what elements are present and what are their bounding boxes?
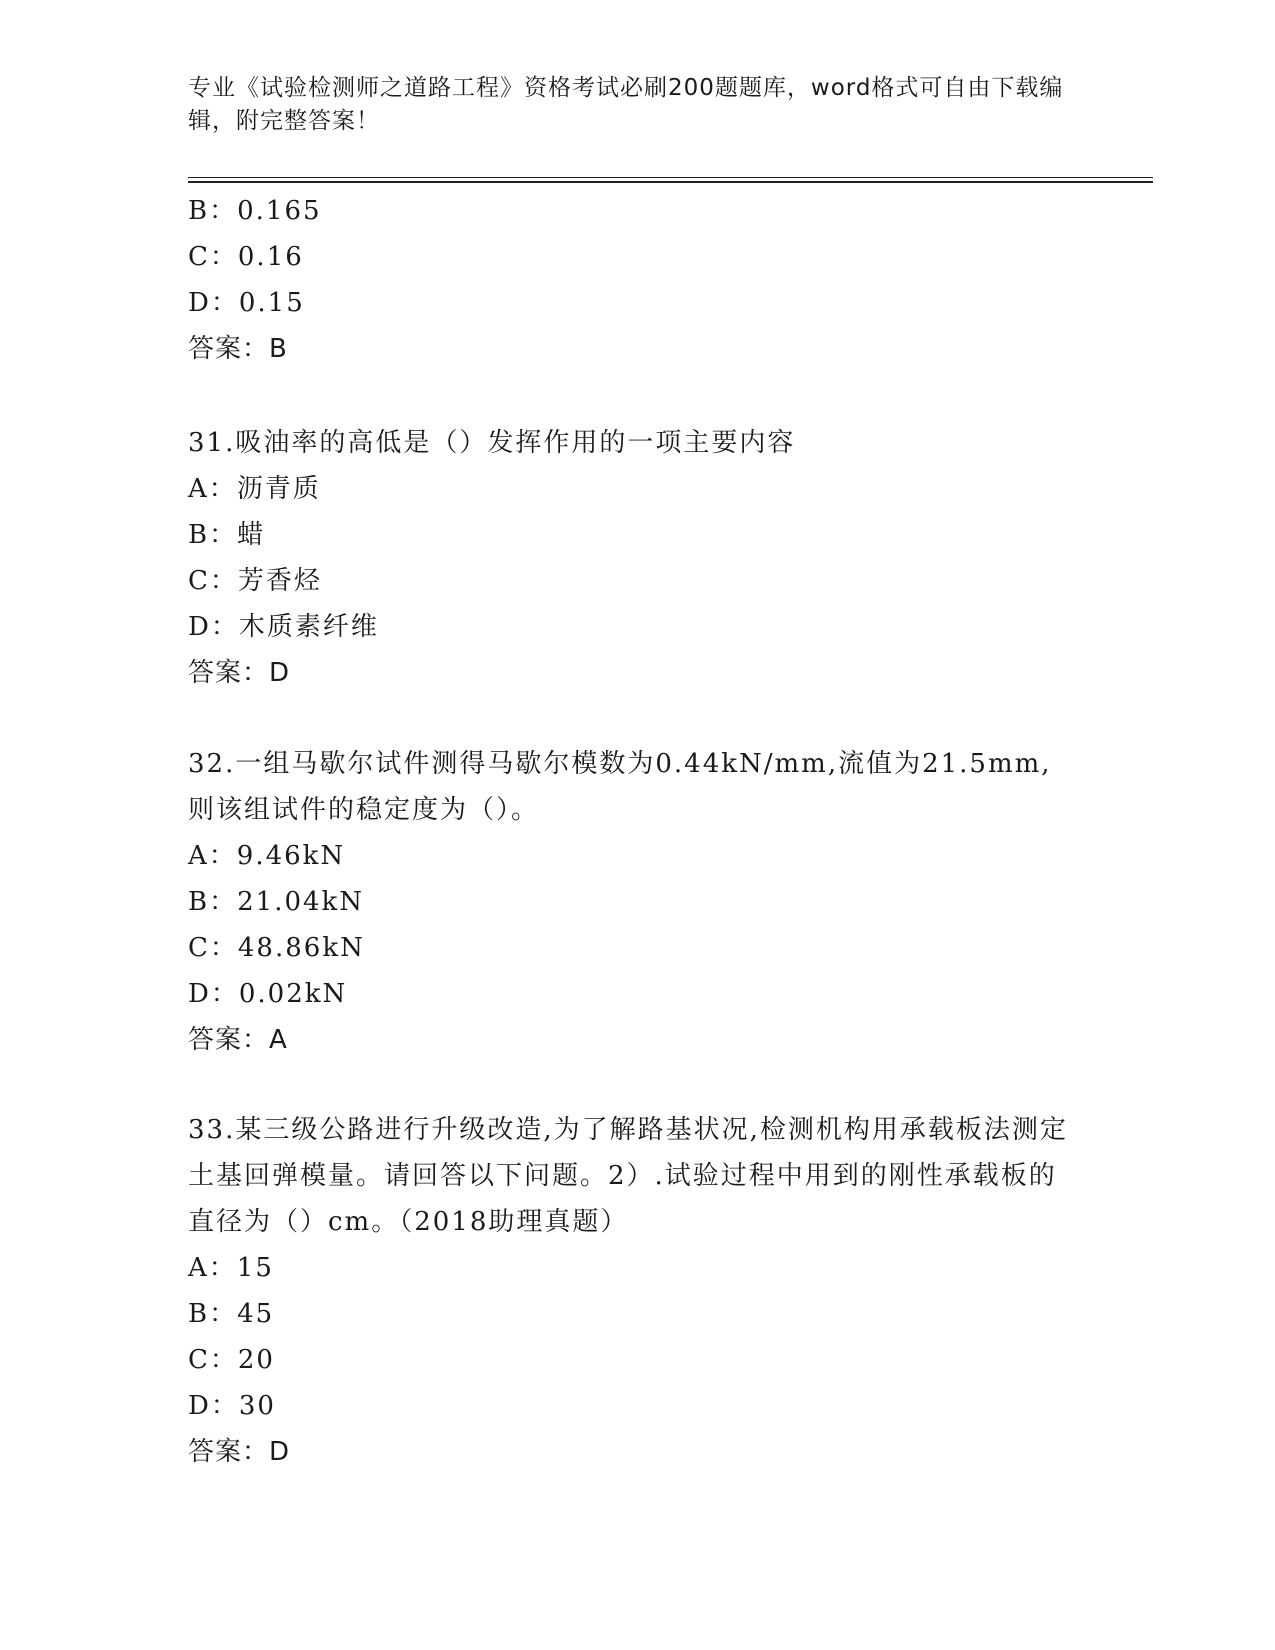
- option-d: D：30: [188, 1391, 276, 1421]
- answer-line: 答案：D: [188, 1437, 291, 1467]
- question-32: [188, 741, 1088, 1063]
- option-b: B：蜡: [188, 520, 266, 550]
- question-text: 31.吸油率的高低是（）发挥作用的一项主要内容: [188, 428, 796, 458]
- option-c: C：48.86kN: [188, 933, 365, 963]
- option-d: D：木质素纤维: [188, 612, 379, 642]
- question-33: [188, 1107, 1088, 1475]
- question-31: [188, 420, 1088, 696]
- option-a: A：9.46kN: [188, 841, 346, 871]
- question-text: 33.某三级公路进行升级改造,为了解路基状况,检测机构用承载板法测定土基回弹模量。请回答以下问题。2）.试验过程中用到的刚性承载板的直径为（）cm。（2018助理真题）: [188, 1115, 1068, 1237]
- option-a: A：沥青质: [188, 474, 321, 504]
- option-b: B：45: [188, 1299, 275, 1329]
- option-a: A：15: [188, 1253, 274, 1283]
- option-d: D：0.15: [188, 288, 305, 318]
- option-d: D：0.02kN: [188, 979, 348, 1009]
- page-header: 专业《试验检测师之道路工程》资格考试必刷200题题库，word格式可自由下载编辑，附完整答案！: [188, 75, 1064, 134]
- question-text: 32.一组马歇尔试件测得马歇尔模数为0.44kN/mm,流值为21.5mm,则该组试件的稳定度为（）。: [188, 749, 1052, 825]
- header-divider: [188, 177, 1153, 178]
- question-30-continuation: [188, 188, 1088, 372]
- option-b: B：0.165: [188, 196, 322, 226]
- answer-line: 答案：B: [188, 334, 288, 364]
- option-c: C：0.16: [188, 242, 304, 272]
- option-c: C：20: [188, 1345, 275, 1375]
- option-c: C：芳香烃: [188, 566, 322, 596]
- option-b: B：21.04kN: [188, 887, 365, 917]
- answer-line: 答案：A: [188, 1025, 288, 1055]
- answer-line: 答案：D: [188, 658, 291, 688]
- header-divider-thick: [188, 181, 1153, 183]
